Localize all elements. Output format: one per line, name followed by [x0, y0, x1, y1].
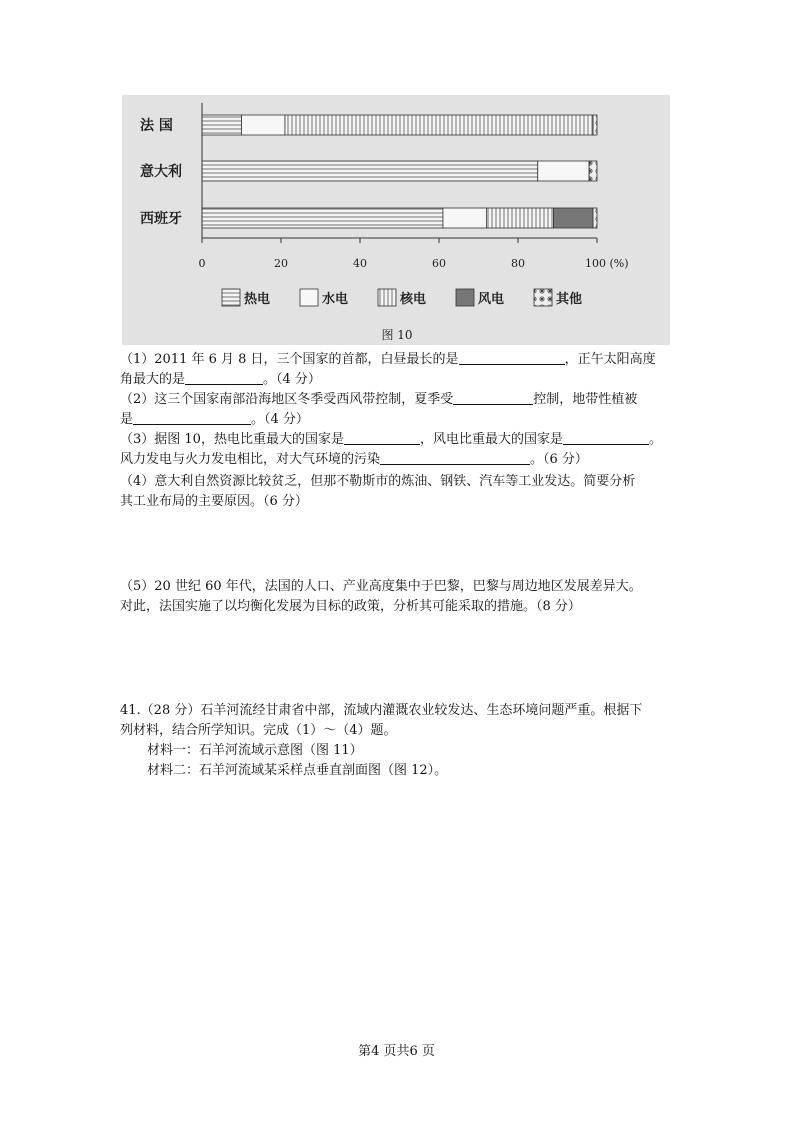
bar-segment — [486, 208, 553, 228]
question-5 — [120, 577, 675, 617]
page-number: 第4 页共6 页 — [358, 1044, 435, 1059]
category-label: 意大利 — [140, 164, 182, 180]
bar-segment — [538, 161, 589, 181]
q2-text-a: （2）这三个国家南部沿海地区冬季受西风带控制，夏季受 — [120, 392, 454, 407]
material-2: 材料二：石羊河流域某采样点垂直剖面图（图 12）。 — [147, 763, 448, 778]
category-label: 法 国 — [140, 118, 173, 134]
q3-text-e: 。（6 分） — [530, 452, 588, 467]
answer-blank[interactable] — [563, 430, 649, 445]
bar-segment — [202, 115, 242, 135]
legend-label: 热电 — [244, 292, 271, 307]
q5-text-a: （5）20 世纪 60 年代，法国的人口、产业高度集中于巴黎，巴黎与周边地区发展差异大。 — [120, 579, 642, 594]
x-tick-label: 80 — [511, 257, 525, 270]
question-2 — [120, 390, 675, 430]
bar-segment — [202, 208, 443, 228]
q3-text-c: 。 — [648, 432, 662, 447]
legend-swatch — [222, 289, 240, 306]
bar-segment — [242, 115, 285, 135]
legend-label: 水电 — [322, 292, 349, 307]
q5-text-b: 对此，法国实施了以均衡化发展为目标的政策，分析其可能采取的措施。（8 分） — [120, 599, 581, 614]
q41-text-a: 41.（28 分）石羊河流经甘肃省中部，流域内灌溉农业较发达、生态环境问题严重。根据下 — [120, 703, 643, 718]
question-1 — [120, 350, 675, 390]
q3-text-b: ，风电比重最大的国家是 — [419, 432, 563, 447]
bar-segment — [554, 208, 594, 228]
answer-blank[interactable] — [344, 430, 420, 445]
legend-swatch — [378, 289, 396, 306]
answer-blank[interactable] — [453, 390, 533, 405]
q2-text-b: 控制，地带性植被 — [533, 392, 638, 407]
legend-label: 核电 — [400, 292, 427, 307]
bar-segment — [593, 208, 597, 228]
material-1: 材料一：石羊河流域示意图（图 11） — [147, 743, 363, 758]
x-tick-label: 60 — [432, 257, 446, 270]
q2-text-d: 。（4 分） — [251, 412, 309, 427]
q1-text-a: （1）2011 年 6 月 8 日，三个国家的首都，白昼最长的是 — [120, 352, 459, 367]
figure-caption: 图 10 — [381, 328, 413, 342]
answer-blank[interactable] — [133, 410, 251, 425]
bar-segment — [202, 161, 538, 181]
q3-text-a: （3）据图 10，热电比重最大的国家是 — [120, 432, 344, 447]
energy-mix-chart — [122, 95, 670, 345]
bar-segment — [443, 208, 486, 228]
answer-blank[interactable] — [185, 370, 263, 385]
q1-text-d: 。（4 分） — [263, 372, 321, 387]
category-label: 西班牙 — [140, 211, 182, 227]
x-tick-label: 0 — [198, 257, 206, 270]
legend-swatch — [534, 289, 552, 306]
bar-segment — [589, 161, 597, 181]
figure-10 — [122, 95, 670, 345]
q1-text-c: 角最大的是 — [120, 372, 186, 387]
bar-segment — [285, 115, 593, 135]
x-tick-label: 20 — [274, 257, 288, 270]
q41-text-b: 列材料，结合所学知识。完成（1）～（4）题。 — [120, 723, 397, 738]
q4-text-a: （4）意大利自然资源比较贫乏，但那不勒斯市的炼油、钢铁、汽车等工业发达。简要分析 — [120, 474, 636, 489]
x-tick-label: 40 — [353, 257, 367, 270]
legend-label: 风电 — [478, 292, 505, 307]
x-tick-label: 100 (%) — [585, 257, 629, 270]
legend-swatch — [300, 289, 318, 306]
legend-label: 其他 — [556, 292, 583, 307]
question-4 — [120, 472, 675, 512]
answer-blank[interactable] — [459, 350, 565, 365]
q3-text-d: 风力发电与火力发电相比，对大气环境的污染 — [120, 452, 381, 467]
answer-blank[interactable] — [380, 450, 530, 465]
legend-swatch — [456, 289, 474, 306]
bar-segment — [593, 115, 597, 135]
question-3 — [120, 430, 675, 470]
q1-text-b: ，正午太阳高度 — [564, 352, 656, 367]
q2-text-c: 是 — [120, 412, 134, 427]
question-41 — [120, 701, 675, 781]
q4-text-b: 其工业布局的主要原因。（6 分） — [120, 494, 308, 509]
